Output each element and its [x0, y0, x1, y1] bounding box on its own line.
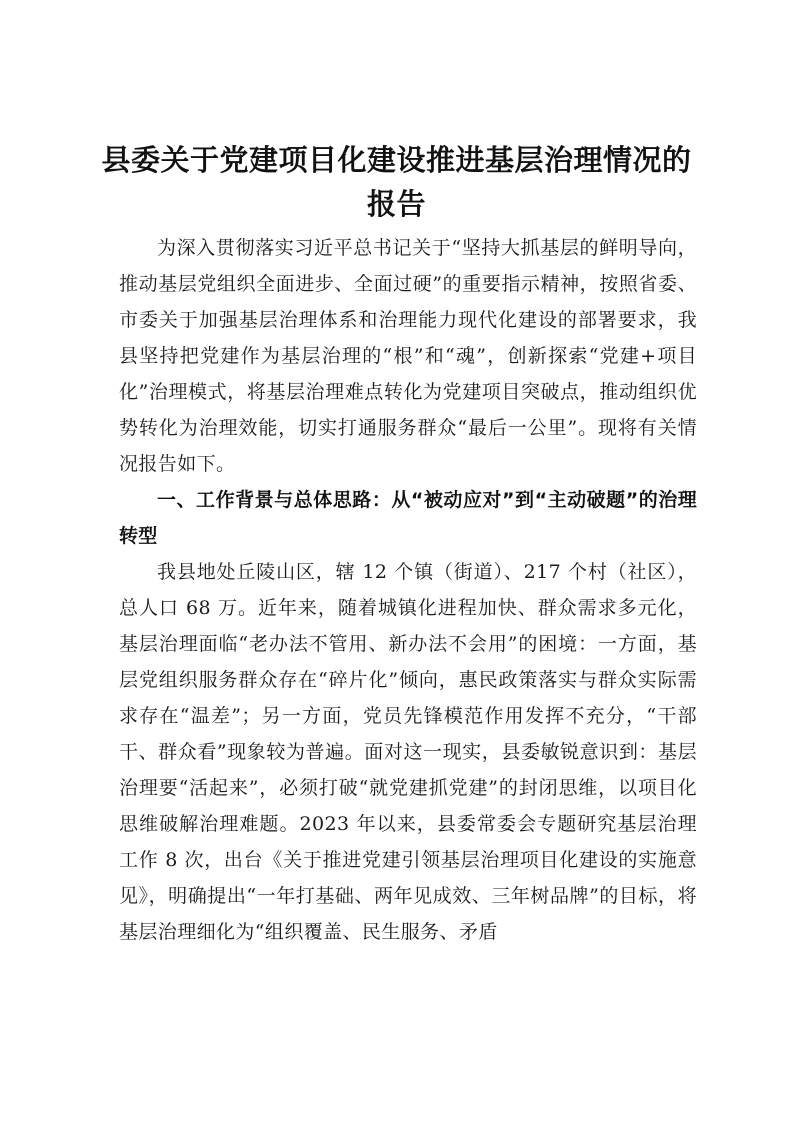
document-title: 县委关于党建项目化建设推进基层治理情况的报告 [101, 143, 692, 221]
section-1-paragraph: 我县地处丘陵山区，辖 12 个镇（街道）、217 个村（社区），总人口 68 万。近年来，随着城镇化进程加快、群众需求多元化，基层治理面临“老办法不管用、新办法不会用”的困境：一方面，基层党组织服务群众存在“碎片化”倾向，惠民政策落实与群众实际需求存在“温差”；另一方面，党员先锋模范作用发挥不充分，“干部干、群众看”现象较为普遍。面对这一现实，县委敏锐意识到：基层治理要“活起来”，必须打破“就党建抓党建”的封闭思维，以项目化思维破解治理难题。2023 年以来，县委常委会专题研究基层治理工作 8 次，出台《关于推进党建引领基层治理项目化建设的实施意见》，明确提出“一年打基础、两年见成效、三年树品牌”的目标，将基层治理细化为“组织覆盖、民生服务、矛盾 [119, 561, 697, 943]
document-body [119, 230, 697, 950]
section-heading-1: 一、工作背景与总体思路：从“被动应对”到“主动破题”的治理转型 [119, 489, 697, 547]
intro-paragraph: 为深入贯彻落实习近平总书记关于“坚持大抓基层的鲜明导向，推动基层党组织全面进步、全面过硬”的重要指示精神，按照省委、市委关于加强基层治理体系和治理能力现代化建设的部署要求，我县坚持把党建作为基层治理的“根”和“魂”，创新探索“党建+项目化”治理模式，将基层治理难点转化为党建项目突破点，推动组织优势转化为治理效能，切实打通服务群众“最后一公里”。现将有关情况报告如下。 [119, 237, 697, 475]
